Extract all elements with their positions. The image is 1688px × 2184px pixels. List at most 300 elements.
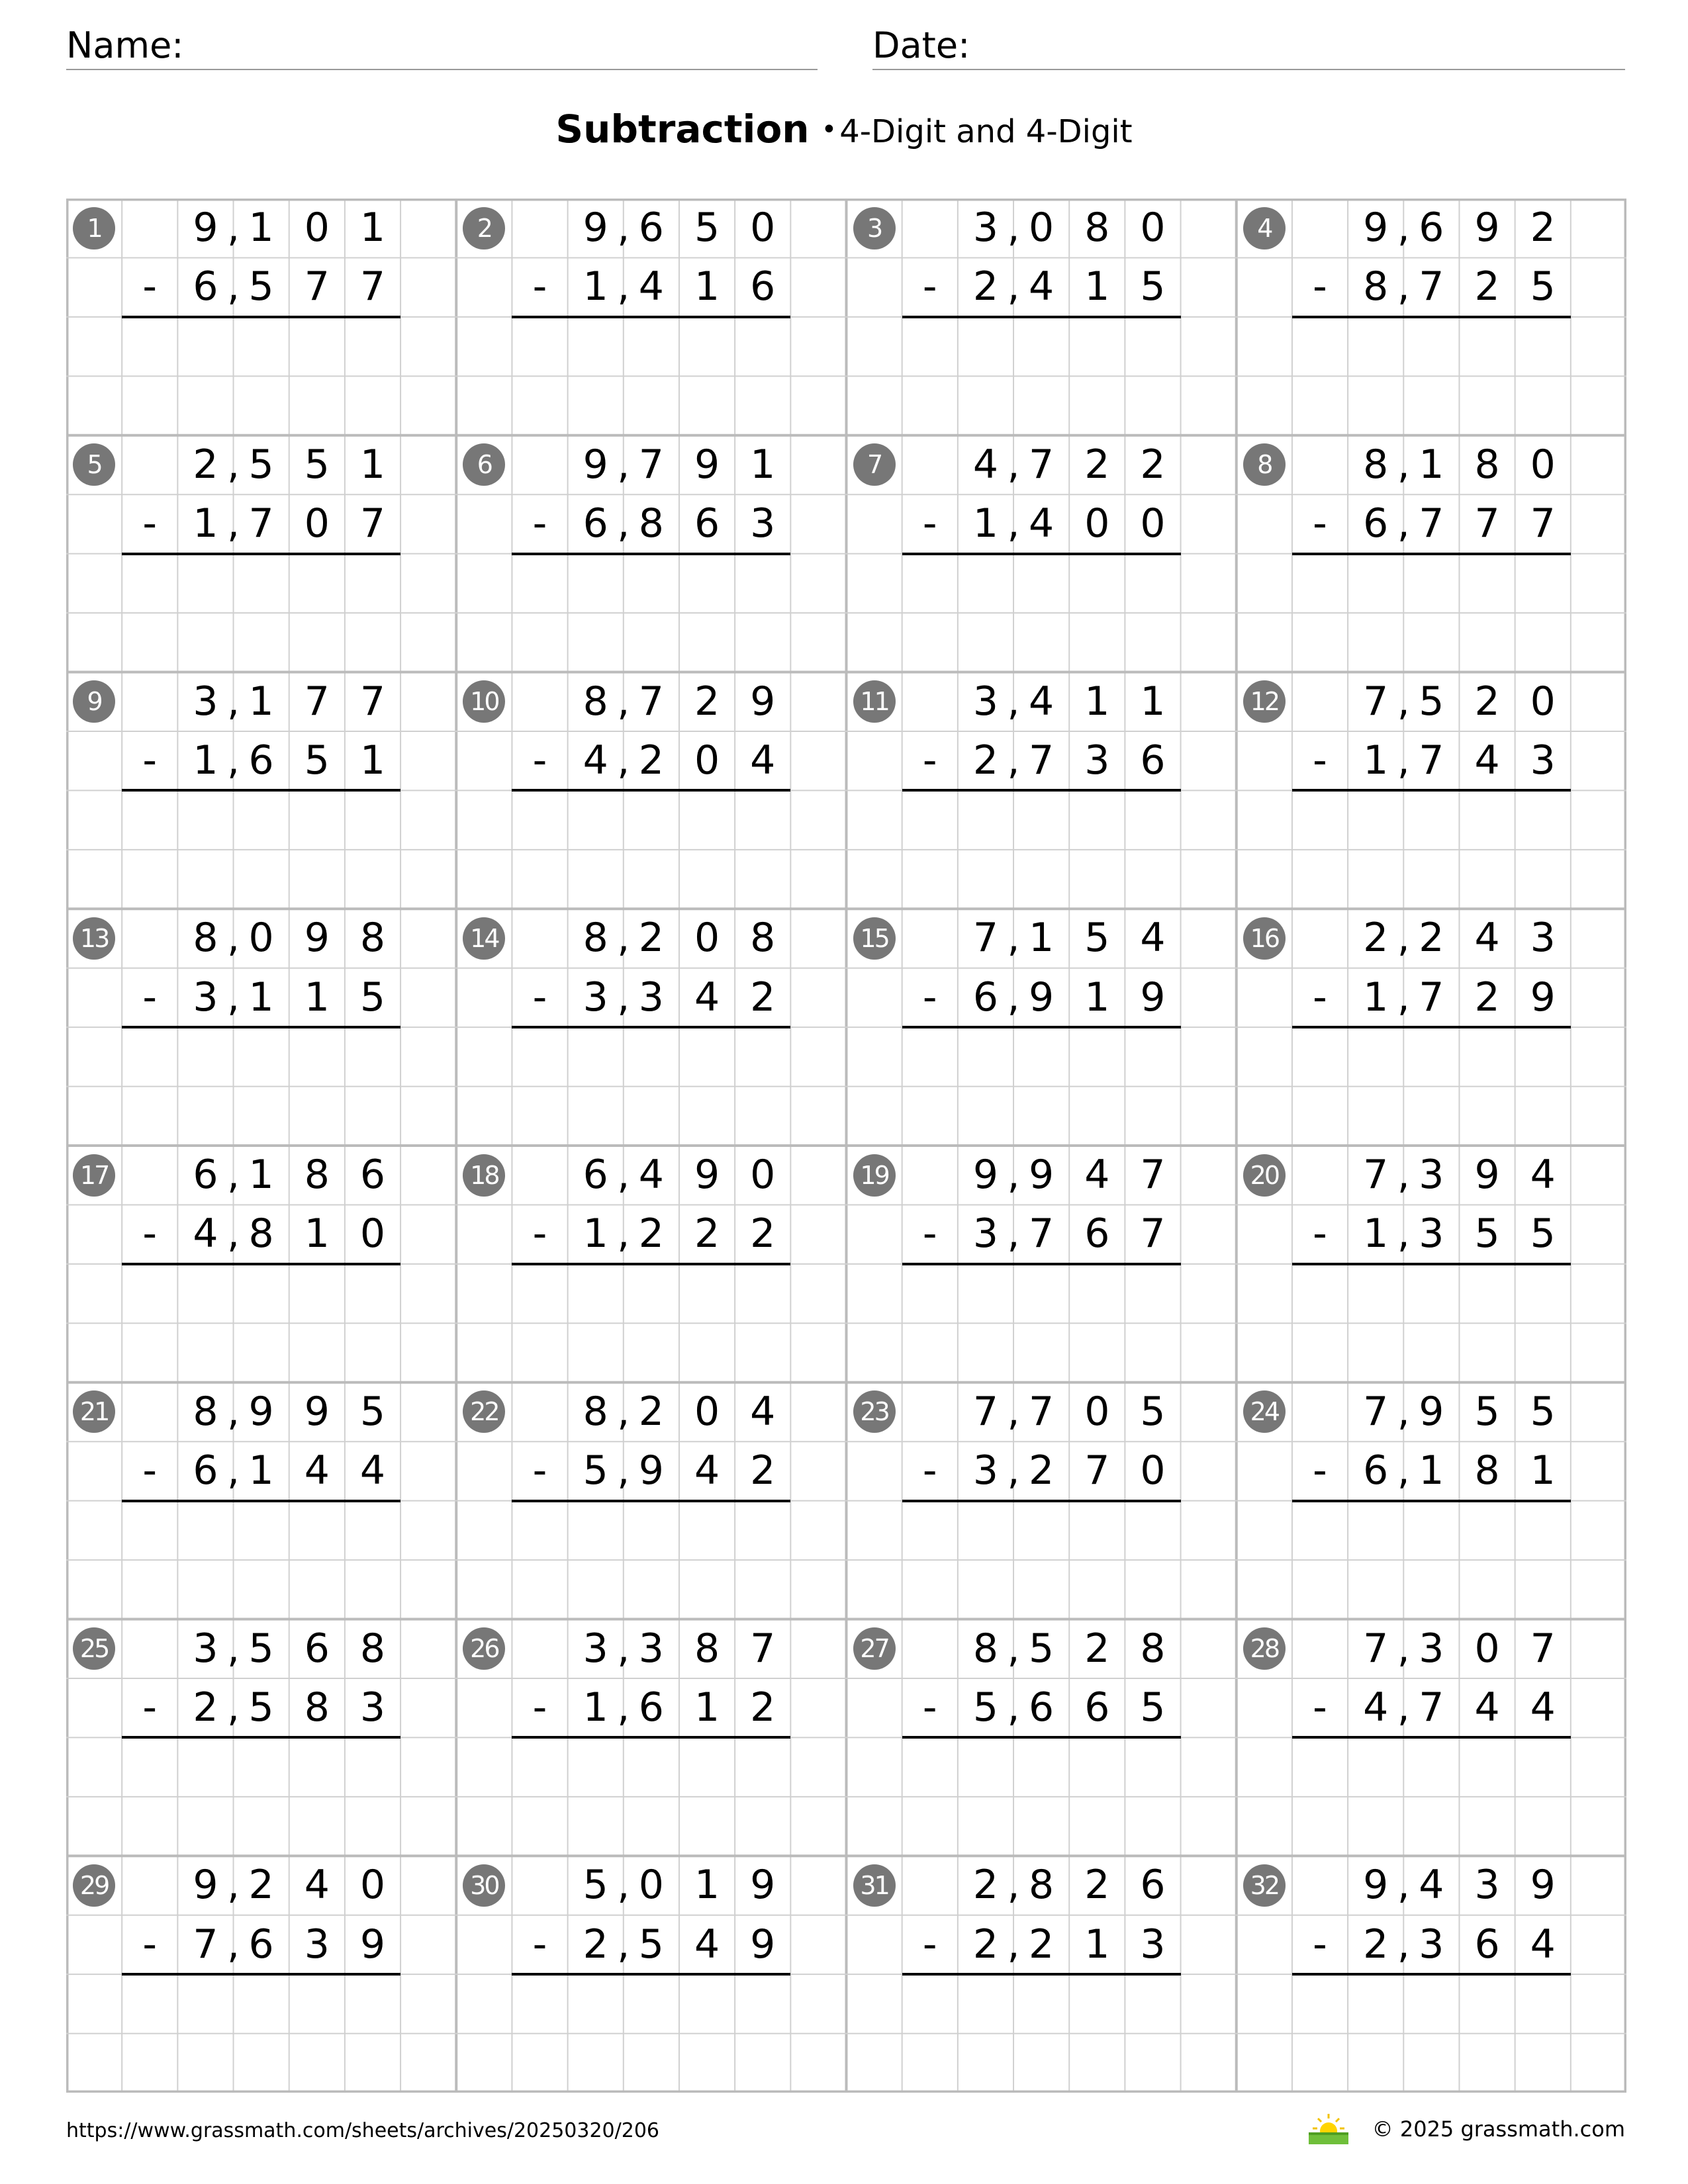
minus-operator: - [1313, 500, 1327, 547]
minuend-thousands-separator: , [617, 441, 630, 488]
problem-number-badge: 26 [463, 1627, 505, 1670]
minuend-digit: 6 [1140, 1862, 1166, 1909]
minuend-digit: 8 [193, 1388, 218, 1435]
subtrahend-digit: 7 [1419, 1684, 1444, 1731]
subtrahend-thousands-separator: , [226, 1684, 240, 1731]
footer-copyright: © 2025 grassmath.com [1372, 2116, 1625, 2142]
name-field[interactable] [66, 23, 818, 70]
problem-number-badge: 23 [853, 1390, 896, 1433]
problem-number-badge: 20 [1243, 1154, 1286, 1197]
minuend-thousands-separator: , [226, 205, 240, 251]
minuend-digit: 8 [359, 1625, 386, 1672]
subtrahend-digit: 5 [1140, 1684, 1166, 1731]
minus-operator: - [142, 1921, 158, 1968]
subtrahend-digit: 1 [1363, 974, 1389, 1021]
subtrahend-digit: 1 [359, 737, 386, 784]
answer-area[interactable] [122, 1264, 400, 1383]
subtrahend-digit: 5 [1474, 1210, 1500, 1257]
subtrahend-digit: 1 [583, 263, 608, 310]
subtrahend-thousands-separator: , [226, 263, 240, 310]
subtrahend-digit: 3 [972, 1210, 999, 1257]
minus-operator: - [142, 974, 158, 1021]
problem-number-badge: 30 [463, 1864, 505, 1907]
sun-over-grass-icon [1307, 2113, 1350, 2146]
subtrahend-digit: 1 [248, 974, 274, 1021]
subtrahend-digit: 2 [1474, 263, 1500, 310]
problem-number-badge: 12 [1243, 680, 1286, 723]
subtrahend-digit: 1 [1084, 263, 1110, 310]
minuend-thousands-separator: , [1007, 915, 1020, 962]
minuend-digit: 7 [1363, 1625, 1389, 1672]
problem-number-badge: 5 [73, 443, 115, 486]
answer-area[interactable] [122, 1027, 400, 1146]
problem-number-badge: 4 [1243, 207, 1286, 250]
minuend-digit: 9 [694, 441, 720, 488]
minuend-thousands-separator: , [1007, 205, 1020, 251]
subtrahend-digit: 0 [694, 737, 720, 784]
minuend-thousands-separator: , [617, 1625, 630, 1672]
subtrahend-digit: 7 [359, 500, 386, 547]
problem-32 [1237, 1856, 1626, 2093]
subtrahend-digit: 9 [750, 1921, 776, 1968]
subtrahend-digit: 4 [304, 1447, 330, 1494]
problem-number-badge: 15 [853, 917, 896, 960]
subtrahend-digit: 6 [694, 500, 720, 547]
minuend-digit: 0 [694, 1388, 720, 1435]
problem-31 [847, 1856, 1237, 2093]
subtrahend-digit: 3 [304, 1921, 330, 1968]
minuend-digit: 6 [193, 1152, 218, 1198]
subtrahend-digit: 5 [248, 263, 274, 310]
minuend-digit: 2 [1530, 205, 1556, 251]
subtrahend-digit: 1 [304, 1210, 330, 1257]
minuend-digit: 3 [972, 205, 999, 251]
minus-operator: - [142, 1447, 158, 1494]
subtrahend-digit: 5 [583, 1447, 608, 1494]
minuend-thousands-separator: , [617, 205, 630, 251]
minuend-digit: 8 [583, 915, 608, 962]
minus-operator: - [532, 1210, 547, 1257]
minuend-digit: 4 [1084, 1152, 1110, 1198]
answer-area[interactable] [1292, 317, 1571, 435]
answer-area[interactable] [512, 1974, 790, 2093]
minuend-digit: 6 [1419, 205, 1444, 251]
subtrahend-digit: 3 [638, 974, 664, 1021]
minuend-digit: 0 [248, 915, 274, 962]
subtrahend-digit: 3 [583, 974, 608, 1021]
problem-21 [66, 1383, 456, 1619]
minuend-digit: 5 [1474, 1388, 1500, 1435]
subtrahend-digit: 7 [1530, 500, 1556, 547]
minuend-digit: 3 [193, 678, 218, 725]
minuend-thousands-separator: , [226, 678, 240, 725]
answer-area[interactable] [902, 1027, 1181, 1146]
subtrahend-digit: 9 [359, 1921, 386, 1968]
subtrahend-digit: 1 [193, 500, 218, 547]
subtrahend-digit: 2 [750, 1447, 776, 1494]
subtrahend-digit: 6 [248, 737, 274, 784]
subtrahend-digit: 5 [1530, 1210, 1556, 1257]
minus-operator: - [922, 500, 937, 547]
minuend-digit: 9 [583, 205, 608, 251]
minuend-digit: 0 [750, 1152, 776, 1198]
minuend-digit: 6 [359, 1152, 386, 1198]
minus-operator: - [1313, 1210, 1327, 1257]
answer-area[interactable] [122, 790, 400, 909]
subtrahend-digit: 7 [1419, 500, 1444, 547]
answer-area[interactable] [902, 554, 1181, 672]
minuend-digit: 0 [1084, 1388, 1110, 1435]
subtrahend-digit: 0 [359, 1210, 386, 1257]
problem-number-badge: 28 [1243, 1627, 1286, 1670]
subtrahend-digit: 4 [359, 1447, 386, 1494]
minuend-digit: 3 [193, 1625, 218, 1672]
minuend-digit: 1 [359, 441, 386, 488]
subtrahend-thousands-separator: , [226, 1447, 240, 1494]
minuend-digit: 9 [304, 915, 330, 962]
answer-area[interactable] [1292, 1974, 1571, 2093]
minuend-digit: 5 [248, 441, 274, 488]
minus-operator: - [922, 1447, 937, 1494]
minuend-digit: 9 [1029, 1152, 1055, 1198]
minuend-digit: 2 [1084, 1625, 1110, 1672]
minuend-digit: 3 [972, 678, 999, 725]
minuend-digit: 8 [193, 915, 218, 962]
minuend-digit: 4 [1029, 678, 1055, 725]
subtrahend-digit: 6 [583, 500, 608, 547]
minuend-digit: 7 [972, 1388, 999, 1435]
minuend-digit: 8 [694, 1625, 720, 1672]
subtrahend-digit: 7 [304, 263, 330, 310]
answer-area[interactable] [902, 790, 1181, 909]
minuend-digit: 2 [1474, 678, 1500, 725]
subtrahend-digit: 5 [1140, 263, 1166, 310]
minus-operator: - [922, 263, 937, 310]
minus-operator: - [142, 263, 158, 310]
minuend-digit: 8 [1474, 441, 1500, 488]
minuend-digit: 9 [248, 1388, 274, 1435]
answer-area[interactable] [512, 317, 790, 435]
answer-area[interactable] [122, 1974, 400, 2093]
minuend-thousands-separator: , [1397, 1152, 1410, 1198]
subtrahend-digit: 2 [750, 974, 776, 1021]
minuend-digit: 9 [1363, 205, 1389, 251]
subtrahend-digit: 2 [694, 1210, 720, 1257]
minuend-digit: 0 [1530, 678, 1556, 725]
minuend-digit: 4 [304, 1862, 330, 1909]
subtrahend-digit: 4 [1029, 263, 1055, 310]
answer-area[interactable] [512, 1027, 790, 1146]
minus-operator: - [922, 1921, 937, 1968]
minuend-thousands-separator: , [1007, 1152, 1020, 1198]
minuend-digit: 0 [359, 1862, 386, 1909]
answer-area[interactable] [512, 790, 790, 909]
subtrahend-digit: 1 [1419, 1447, 1444, 1494]
minus-operator: - [1313, 1447, 1327, 1494]
subtrahend-thousands-separator: , [226, 974, 240, 1021]
minuend-digit: 8 [359, 915, 386, 962]
subtrahend-digit: 1 [1363, 737, 1389, 784]
subtrahend-digit: 6 [193, 263, 218, 310]
subtrahend-digit: 8 [304, 1684, 330, 1731]
problem-22 [456, 1383, 846, 1619]
minus-operator: - [1313, 1684, 1327, 1731]
subtrahend-thousands-separator: , [1397, 263, 1410, 310]
minuend-digit: 2 [972, 1862, 999, 1909]
problem-number-badge: 11 [853, 680, 896, 723]
subtrahend-thousands-separator: , [1007, 263, 1020, 310]
subtrahend-thousands-separator: , [1007, 1684, 1020, 1731]
subtrahend-digit: 0 [1140, 1447, 1166, 1494]
minuend-digit: 8 [304, 1152, 330, 1198]
subtrahend-digit: 7 [248, 500, 274, 547]
problem-26 [456, 1619, 846, 1856]
minus-operator: - [1313, 974, 1327, 1021]
minuend-digit: 6 [304, 1625, 330, 1672]
minuend-digit: 7 [304, 678, 330, 725]
worksheet-grid [66, 199, 1626, 2093]
minuend-digit: 7 [359, 678, 386, 725]
subtrahend-digit: 4 [1363, 1684, 1389, 1731]
subtrahend-digit: 6 [1029, 1684, 1055, 1731]
answer-area[interactable] [902, 1264, 1181, 1383]
subtrahend-digit: 1 [583, 1684, 608, 1731]
problem-4 [1237, 199, 1626, 435]
problem-3 [847, 199, 1237, 435]
title-subtitle: 4-Digit and 4-Digit [839, 113, 1133, 150]
answer-area[interactable] [122, 1501, 400, 1619]
subtrahend-digit: 4 [1530, 1684, 1556, 1731]
subtrahend-thousands-separator: , [617, 1447, 630, 1494]
minuend-digit: 2 [1140, 441, 1166, 488]
problem-11 [847, 672, 1237, 909]
answer-area[interactable] [122, 1737, 400, 1856]
minuend-thousands-separator: , [1397, 1388, 1410, 1435]
answer-area[interactable] [1292, 1027, 1571, 1146]
subtrahend-digit: 2 [750, 1210, 776, 1257]
minuend-digit: 9 [1363, 1862, 1389, 1909]
subtrahend-digit: 3 [1084, 737, 1110, 784]
minuend-digit: 5 [694, 205, 720, 251]
subtrahend-digit: 3 [1419, 1921, 1444, 1968]
problem-number-badge: 13 [73, 917, 115, 960]
minus-operator: - [142, 737, 158, 784]
subtrahend-digit: 1 [304, 974, 330, 1021]
subtrahend-digit: 8 [1474, 1447, 1500, 1494]
minuend-digit: 2 [638, 1388, 664, 1435]
minuend-thousands-separator: , [617, 1388, 630, 1435]
minuend-digit: 9 [1419, 1388, 1444, 1435]
minuend-digit: 6 [638, 205, 664, 251]
minuend-digit: 1 [248, 678, 274, 725]
minuend-thousands-separator: , [1397, 1625, 1410, 1672]
minuend-digit: 1 [750, 441, 776, 488]
minuend-digit: 2 [1419, 915, 1444, 962]
minus-operator: - [922, 1684, 937, 1731]
minuend-digit: 3 [1419, 1625, 1444, 1672]
subtrahend-thousands-separator: , [617, 974, 630, 1021]
minuend-thousands-separator: , [1397, 205, 1410, 251]
minus-operator: - [142, 1684, 158, 1731]
subtrahend-digit: 4 [193, 1210, 218, 1257]
minuend-digit: 1 [1419, 441, 1444, 488]
minus-operator: - [532, 1684, 547, 1731]
subtrahend-digit: 4 [1474, 1684, 1500, 1731]
minuend-digit: 7 [1029, 441, 1055, 488]
answer-area[interactable] [512, 1264, 790, 1383]
answer-area[interactable] [902, 1737, 1181, 1856]
minuend-digit: 3 [1530, 915, 1556, 962]
minuend-digit: 5 [1530, 1388, 1556, 1435]
minuend-digit: 7 [638, 441, 664, 488]
subtrahend-digit: 1 [193, 737, 218, 784]
date-field[interactable] [872, 23, 1625, 70]
problem-16 [1237, 909, 1626, 1146]
minuend-digit: 3 [583, 1625, 608, 1672]
answer-area[interactable] [1292, 1264, 1571, 1383]
minuend-thousands-separator: , [226, 1625, 240, 1672]
subtrahend-digit: 2 [972, 737, 999, 784]
problem-number-badge: 21 [73, 1390, 115, 1433]
answer-area[interactable] [512, 1501, 790, 1619]
answer-area[interactable] [1292, 554, 1571, 672]
minuend-digit: 1 [1084, 678, 1110, 725]
answer-area[interactable] [1292, 1501, 1571, 1619]
problem-number-badge: 29 [73, 1864, 115, 1907]
subtrahend-digit: 4 [583, 737, 608, 784]
answer-area[interactable] [122, 317, 400, 435]
subtrahend-digit: 1 [1084, 1921, 1110, 1968]
minus-operator: - [922, 974, 937, 1021]
problem-2 [456, 199, 846, 435]
minuend-thousands-separator: , [1007, 1388, 1020, 1435]
problem-14 [456, 909, 846, 1146]
minuend-digit: 5 [248, 1625, 274, 1672]
minuend-thousands-separator: , [226, 441, 240, 488]
answer-area[interactable] [512, 1737, 790, 1856]
minuend-digit: 0 [1530, 441, 1556, 488]
subtrahend-digit: 7 [359, 263, 386, 310]
minuend-thousands-separator: , [1007, 678, 1020, 725]
minuend-thousands-separator: , [617, 1152, 630, 1198]
subtrahend-digit: 5 [972, 1684, 999, 1731]
problem-25 [66, 1619, 456, 1856]
subtrahend-thousands-separator: , [226, 500, 240, 547]
minuend-digit: 2 [1084, 441, 1110, 488]
subtrahend-digit: 1 [694, 1684, 720, 1731]
minus-operator: - [532, 500, 547, 547]
minuend-digit: 7 [638, 678, 664, 725]
subtrahend-digit: 9 [1140, 974, 1166, 1021]
minuend-thousands-separator: , [617, 915, 630, 962]
answer-area[interactable] [902, 1501, 1181, 1619]
footer-url[interactable]: https://www.grassmath.com/sheets/archives/20250320/206 [66, 2119, 660, 2142]
minus-operator: - [532, 1447, 547, 1494]
subtrahend-thousands-separator: , [1397, 737, 1410, 784]
minuend-digit: 0 [1029, 205, 1055, 251]
minuend-digit: 0 [638, 1862, 664, 1909]
minuend-thousands-separator: , [1397, 441, 1410, 488]
answer-area[interactable] [902, 317, 1181, 435]
minuend-digit: 2 [638, 915, 664, 962]
subtrahend-digit: 4 [1474, 737, 1500, 784]
subtrahend-digit: 3 [1530, 737, 1556, 784]
minuend-thousands-separator: , [1397, 678, 1410, 725]
minuend-thousands-separator: , [226, 1152, 240, 1198]
subtrahend-thousands-separator: , [617, 737, 630, 784]
problem-number-badge: 6 [463, 443, 505, 486]
subtrahend-digit: 2 [972, 1921, 999, 1968]
subtrahend-digit: 4 [1029, 500, 1055, 547]
minuend-thousands-separator: , [226, 1388, 240, 1435]
problem-8 [1237, 435, 1626, 672]
minus-operator: - [532, 974, 547, 1021]
minus-operator: - [532, 263, 547, 310]
subtrahend-digit: 8 [638, 500, 664, 547]
subtrahend-thousands-separator: , [617, 1684, 630, 1731]
answer-area[interactable] [902, 1974, 1181, 2093]
problem-number-badge: 27 [853, 1627, 896, 1670]
minuend-digit: 5 [304, 441, 330, 488]
problem-number-badge: 17 [73, 1154, 115, 1197]
minuend-digit: 3 [638, 1625, 664, 1672]
minuend-digit: 1 [248, 205, 274, 251]
minuend-digit: 2 [1363, 915, 1389, 962]
name-label: Name: [66, 24, 184, 66]
answer-area[interactable] [1292, 790, 1571, 909]
subtrahend-thousands-separator: , [617, 500, 630, 547]
problem-number-badge: 25 [73, 1627, 115, 1670]
subtrahend-digit: 4 [638, 263, 664, 310]
problem-number-badge: 22 [463, 1390, 505, 1433]
subtrahend-digit: 3 [193, 974, 218, 1021]
minuend-digit: 9 [750, 678, 776, 725]
subtrahend-digit: 5 [638, 1921, 664, 1968]
subtrahend-digit: 6 [750, 263, 776, 310]
subtrahend-thousands-separator: , [1007, 974, 1020, 1021]
minuend-digit: 4 [1474, 915, 1500, 962]
minuend-digit: 8 [1029, 1862, 1055, 1909]
minus-operator: - [142, 1210, 158, 1257]
answer-area[interactable] [122, 554, 400, 672]
subtrahend-digit: 6 [638, 1684, 664, 1731]
minuend-thousands-separator: , [1397, 915, 1410, 962]
minuend-digit: 5 [1140, 1388, 1166, 1435]
subtrahend-digit: 7 [1474, 500, 1500, 547]
minus-operator: - [1313, 263, 1327, 310]
problem-23 [847, 1383, 1237, 1619]
subtrahend-digit: 4 [694, 1921, 720, 1968]
subtrahend-digit: 2 [1029, 1921, 1055, 1968]
subtrahend-thousands-separator: , [617, 263, 630, 310]
minuend-digit: 4 [638, 1152, 664, 1198]
subtrahend-digit: 1 [248, 1447, 274, 1494]
answer-area[interactable] [1292, 1737, 1571, 1856]
subtrahend-digit: 2 [193, 1684, 218, 1731]
answer-area[interactable] [512, 554, 790, 672]
subtrahend-digit: 7 [1419, 737, 1444, 784]
subtrahend-digit: 2 [750, 1684, 776, 1731]
minuend-digit: 7 [1363, 678, 1389, 725]
problem-12 [1237, 672, 1626, 909]
problem-number-badge: 2 [463, 207, 505, 250]
minuend-digit: 4 [750, 1388, 776, 1435]
problem-7 [847, 435, 1237, 672]
minuend-digit: 7 [1363, 1152, 1389, 1198]
subtrahend-digit: 1 [1530, 1447, 1556, 1494]
minuend-digit: 8 [583, 1388, 608, 1435]
subtrahend-digit: 7 [1419, 974, 1444, 1021]
